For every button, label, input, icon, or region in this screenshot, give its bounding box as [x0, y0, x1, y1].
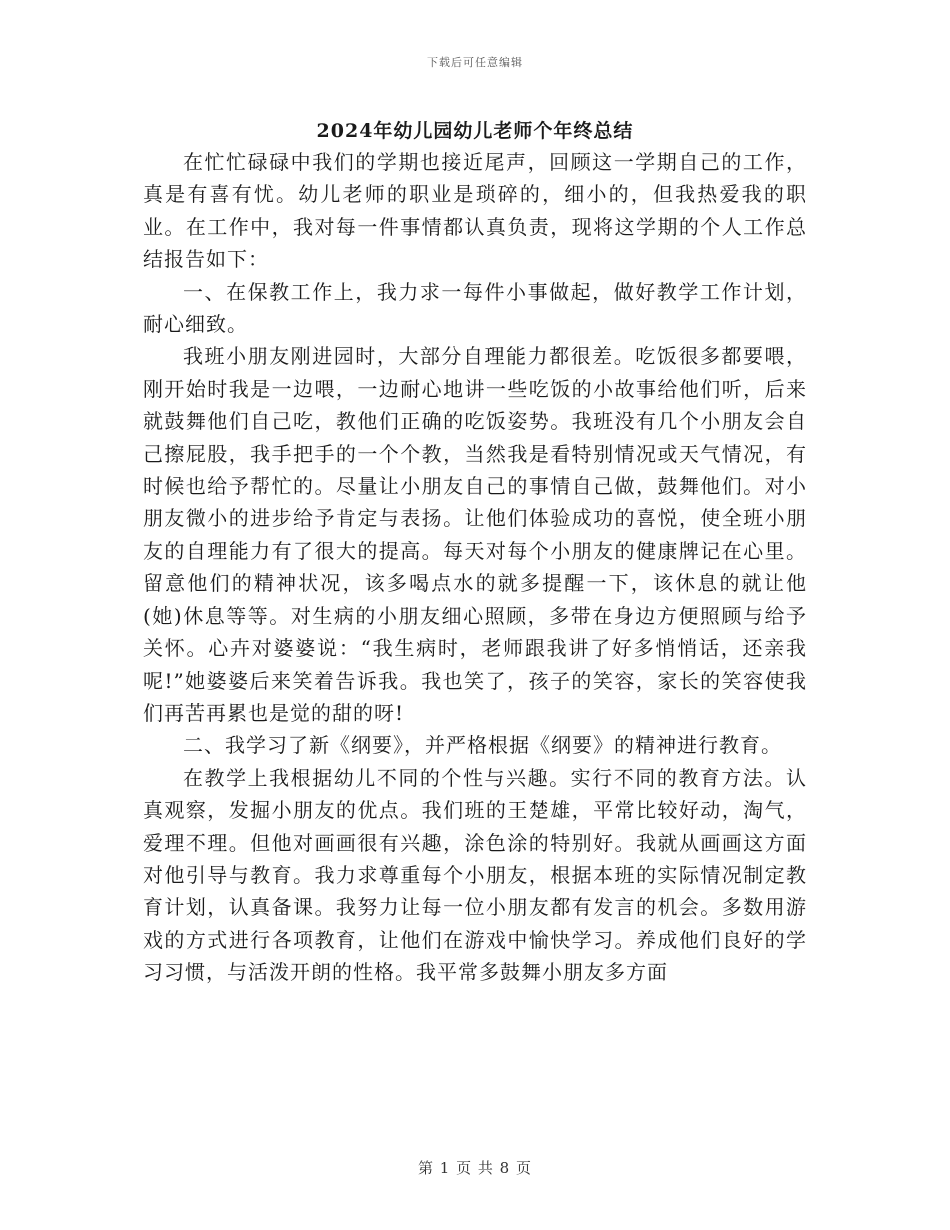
paragraph-self-care: 我班小朋友刚进园时，大部分自理能力都很差。吃饭很多都要喂，刚开始时我是一边喂，一边耐心地讲一些吃饭的小故事给他们听，后来就鼓舞他们自己吃，教他们正确的吃饭姿势。我班没有几个小朋友会自己擦屁股，我手把手的一个个教，当然我是看特别情况或天气情况，有时候也给予帮忙的。尽量让小朋友自己的事情自己做，鼓舞他们。对小朋友微小的进步给予肯定与表扬。让他们体验成功的喜悦，使全班小朋友的自理能力有了很大的提高。每天对每个小朋友的健康牌记在心里。留意他们的精神状况，该多喝点水的就多提醒一下，该休息的就让他(她)休息等等。对生病的小朋友细心照顾，多带在身边方便照顾与给予关怀。心卉对婆婆说：“我生病时，老师跟我讲了好多悄悄话，还亲我呢!”她婆婆后来笑着告诉我。我也笑了，孩子的笑容，家长的笑容使我们再苦再累也是觉的甜的呀!	[143, 344, 807, 725]
document-body	[143, 146, 807, 989]
paragraph-intro: 在忙忙碌碌中我们的学期也接近尾声，回顾这一学期自己的工作，真是有喜有忧。幼儿老师的职业是琐碎的，细小的，但我热爱我的职业。在工作中，我对每一件事情都认真负责，现将这学期的个人工作总结报告如下：	[143, 150, 807, 272]
paragraph-section-two-heading: 二、我学习了新《纲要》，并严格根据《纲要》的精神进行教育。	[183, 733, 782, 758]
paragraph-teaching: 在教学上我根据幼儿不同的个性与兴趣。实行不同的教育方法。认真观察，发掘小朋友的优点。我们班的王楚雄，平常比较好动，淘气，爱理不理。但他对画画很有兴趣，涂色涂的特别好。我就从画画这方面对他引导与教育。我力求尊重每个小朋友，根据本班的实际情况制定教育计划，认真备课。我努力让每一位小朋友都有发言的机会。多数用游戏的方式进行各项教育，让他们在游戏中愉快学习。养成他们良好的学习习惯，与活泼开朗的性格。我平常多鼓舞小朋友多方面	[143, 765, 807, 985]
page-number: 第 1 页 共 8 页	[418, 1159, 532, 1177]
paragraph-section-one-heading: 一、在保教工作上，我力求一每件小事做起，做好教学工作计划，耐心细致。	[143, 279, 807, 337]
document-title: 2024年幼儿园幼儿老师个年终总结	[316, 120, 634, 142]
header-note: 下载后可任意编辑	[427, 56, 523, 69]
